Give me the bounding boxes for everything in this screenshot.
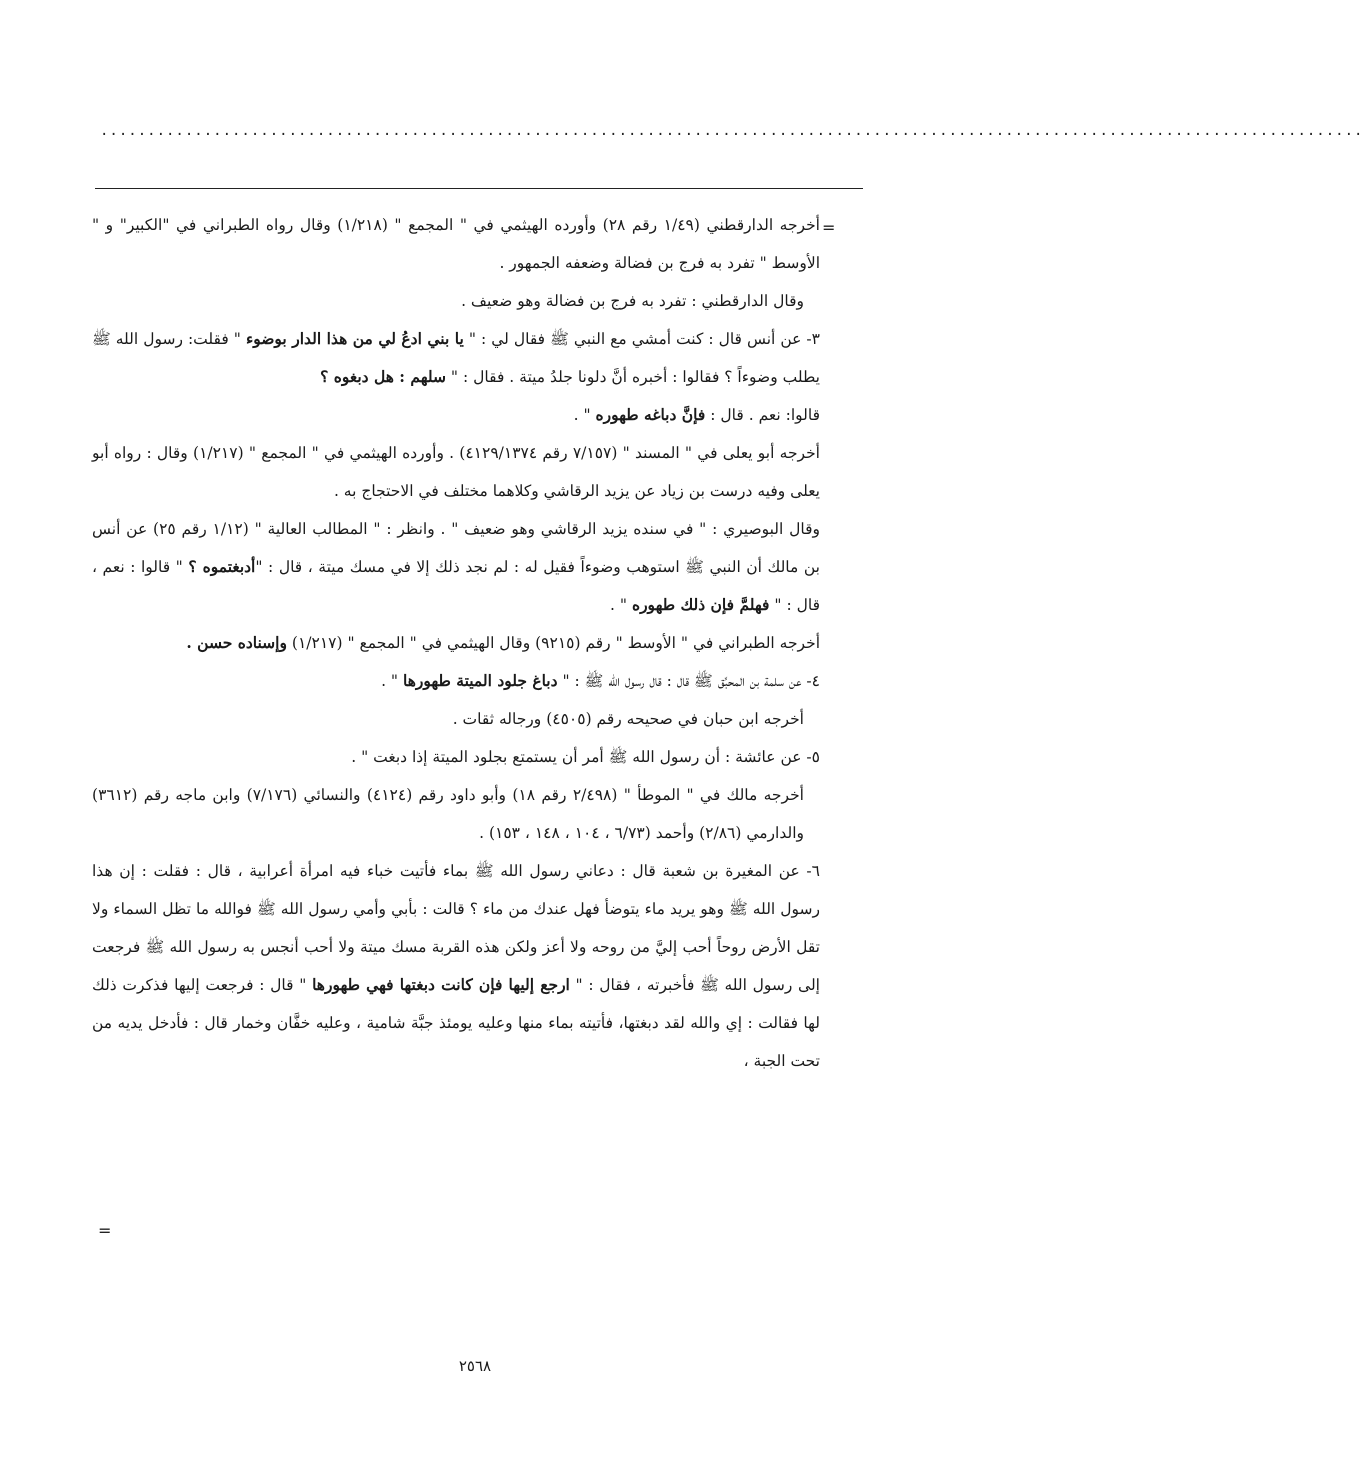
hadith-3-quote-a: يا بني ادعُ لي من هذا الدار بوضوء [245,329,464,348]
paragraph-busiri [92,510,820,624]
hadith-3-text-d: قالوا: نعم . قال : [710,406,820,424]
hadith-3-text-c: " فقلت: رسول الله ﷺ يطلب وضوءاً ؟ فقالوا : أخبره أنَّ دلونا جلدُ ميتة . فقال : " [92,330,820,386]
paragraph-abu-yala-takhrij: أخرجه أبو يعلى في " المسند " (٧/١٥٧ رقم ٤١٢٩/١٣٧٤) . وأورده الهيثمي في " المجمع " (١/٢١٧) وقال : رواه أبو يعلى وفيه درست بن زياد عن يزيد الرقاشي وكلاهما مختلف في الاحتجاج به . [92,444,820,500]
hadith-5: ٥- عن عائشة : أن رسول الله ﷺ أمر أن يستمتع بجلود الميتة إذا دبغت " . [351,748,820,766]
paragraph-ibn-hibban-takhrij: أخرجه ابن حبان في صحيحه رقم (٤٥٠٥) ورجاله ثقات . [452,710,804,728]
busiri-text-d: " . [610,596,628,614]
dotted-separator: ...................................................................................................................................... [100,123,1363,139]
footnote-rule [95,188,863,189]
hadith-3-quote-b: سلهم : هل دبغوه ؟ [320,367,446,386]
paragraph-tabarani-takhrij [92,624,820,662]
hadith-6 [92,852,820,1080]
tabarani-grade: وإسناده حسن . [186,633,287,652]
hadith-3-quote-c: فإنَّ دباغه طهوره [595,405,706,424]
paragraph-malik-takhrij: أخرجه مالك في " الموطأ " (٢/٤٩٨ رقم ١٨) وأبو داود رقم (٤١٢٤) والنسائي (٧/١٧٦) وابن ماجه رقم (٣٦١٢) والدارمي (٢/٨٦) وأحمد (٦/٧٣ ، ١٠٤ ، ١٤٨ ، ١٥٣) . [92,786,804,842]
busiri-text-c: " قالوا : نعم ، قال : " [92,558,820,614]
hadith-3-text-e: " . [573,406,591,424]
footnote-body [92,206,820,1080]
hadith-4 [92,662,820,700]
paragraph-daraqutni-takhrij: أخرجه الدارقطني (١/٤٩ رقم ٢٨) وأورده الهيثمي في " المجمع " (١/٢١٨) وقال رواه الطبراني في "الكبير" و " الأوسط " تفرد به فرج بن فضالة وضعفه الجمهور . [92,216,820,272]
continuation-mark-bottom: = [98,1221,112,1240]
hadith-4-text-c: " . [381,672,399,690]
paragraph-daraqutni-comment: وقال الدارقطني : تفرد به فرج بن فضالة وهو ضعيف . [461,292,804,310]
busiri-quote-a: أدبغتموه ؟ [188,557,256,576]
hadith-3 [92,320,820,434]
tabarani-text: أخرجه الطبراني في " الأوسط " رقم (٩٢١٥) وقال الهيثمي في " المجمع " (١/٢١٧) [291,634,820,652]
page-number: ٢٥٦٨ [458,1357,492,1375]
busiri-quote-b: فهلمَّ فإن ذلك طهوره [631,595,770,614]
hadith-6-text-c: " قال : فرجعت إليها فذكرت ذلك لها فقالت : إي والله لقد دبغتها، فأتيته بماء منها وعليه يومئذ جبَّة شامية ، وعليه خفَّان وخمار قال : فأدخل يديه من تحت الجبة ، [92,976,820,1070]
busiri-text-a: وقال البوصيري : " في سنده يزيد الرقاشي وهو ضعيف " . وانظر : " المطالب العالية " (١/١٢ رقم ٢٥) عن أنس بن مالك أن النبي ﷺ استوهب وضوءاً فقيل له : لم نجد ذلك إلا في مسك ميتة ، قال : " [92,520,820,576]
hadith-4-quote: دباغ جلود الميتة طهورها [403,671,558,690]
hadith-6-quote: ارجع إليها فإن كانت دبغتها فهي طهورها [312,975,570,994]
hadith-6-text-a: ٦- عن المغيرة بن شعبة قال : دعاني رسول الله ﷺ بماء فأتيت خباء فيه امرأة أعرابية ، قال : فقلت : إن هذا رسول الله ﷺ وهو يريد ماء يتوضأ فهل عندك من ماء ؟ قالت : بأبي وأمي رسول الله ﷺ فوالله ما تظل السماء ولا تقل الأرض روحاً أحب إليَّ من روحه ولا أعز ولكن هذه القربة مسك ميتة ولا أحب أنجس به رسول الله ﷺ فرجعت إلى رسول الله ﷺ فأخبرته ، فقال : " [92,862,820,994]
continuation-mark-top: = [822,218,836,237]
hadith-3-text-a: ٣- عن أنس قال : كنت أمشي مع النبي ﷺ فقال لي : " [468,330,820,348]
hadith-4-text-a: ٤- عن سلمة بن المحبِّق ﷺ قال : قال رسول الله ﷺ : " [562,672,820,690]
